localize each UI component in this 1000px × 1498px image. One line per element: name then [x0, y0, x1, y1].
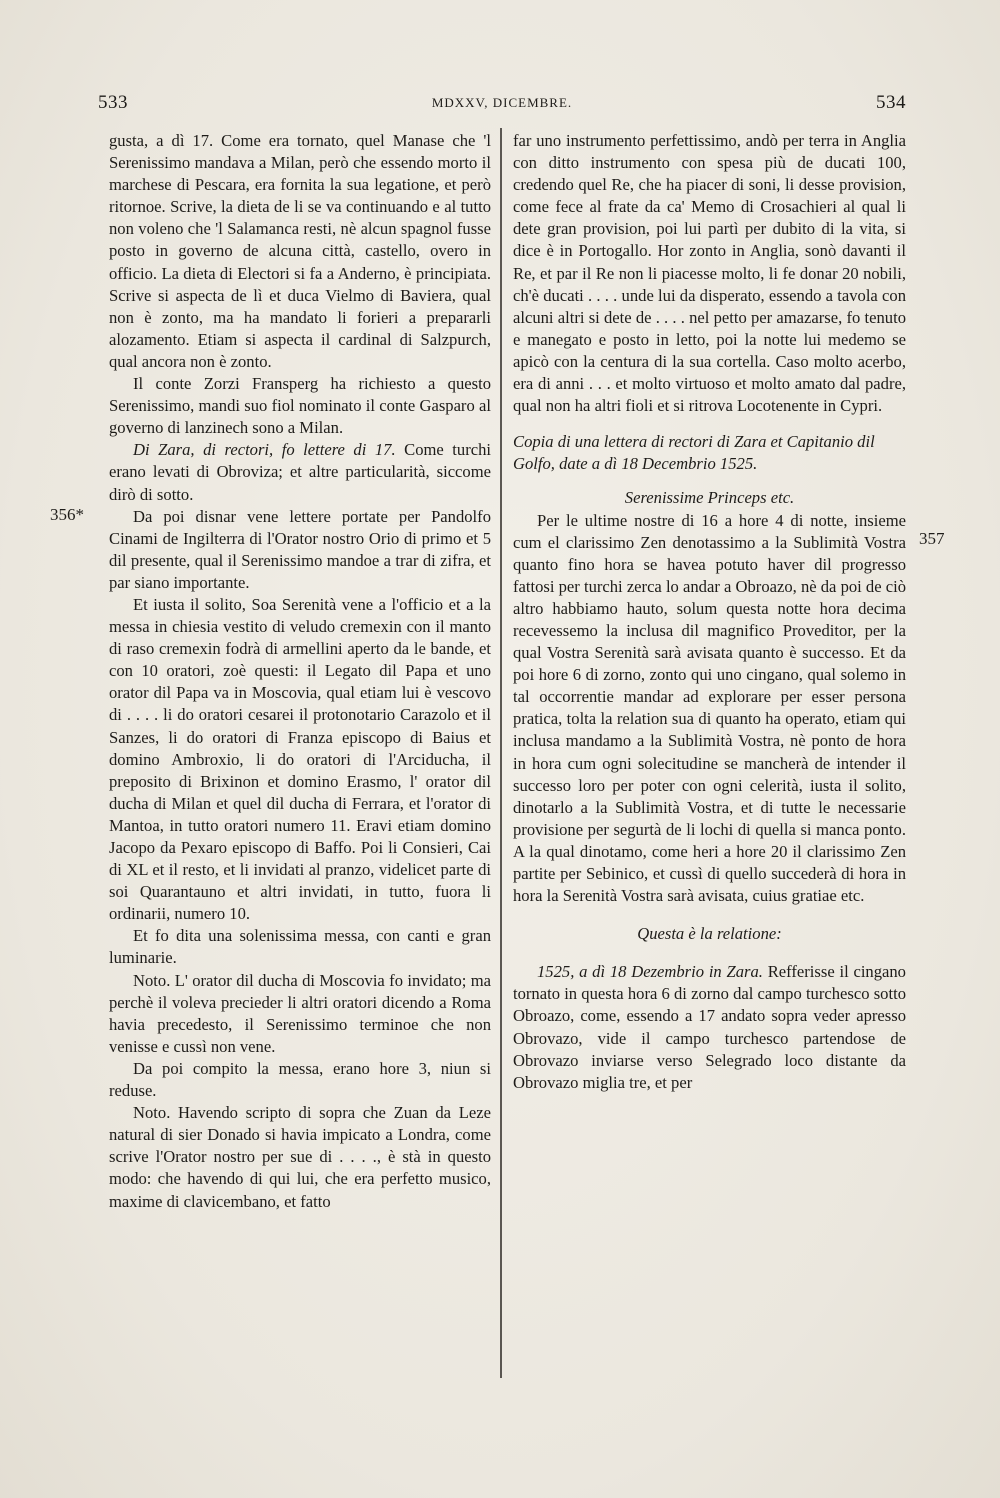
paragraph: Da poi disnar vene lettere portate per Pandolfo Cinami de Ingilterra di l'Orator nostro Orio di primo et 5 dil presente, qual il Serenissimo mandoe a trar di zifra, et par siano importante.	[109, 506, 491, 592]
paragraph: Et fo dita una solenissima messa, con canti e gran luminarie.	[109, 926, 491, 968]
margin-number-left: 356*	[50, 505, 84, 524]
column-divider	[500, 128, 502, 1378]
paragraph	[109, 439, 491, 505]
relation-text: Refferisse il cingano tornato in questa hora 6 di zorno dal campo turchesco sotto Obroazo, come, essendo a 17 andato sopra veder apresso Obrovazo, vide il campo turchesco partendose de Obrovazo inviarse verso Selegrado loco distante da Obrovazo miglia tre, et per	[513, 962, 906, 1092]
paragraph: Da poi compito la messa, erano hore 3, niun si reduse.	[109, 1058, 491, 1101]
letter-heading: Copia di una lettera di rectori di Zara et Capitanio dil Golfo, date a dì 18 Decembrio 1525.	[513, 432, 875, 474]
paragraph: Noto. Havendo scripto di sopra che Zuan da Leze natural di sier Donado si havia impicato a Londra, come scrive l'Orator nostro per sue di . . . ., è stà in questo modo: che havendo di qui lui, che era perfetto musico, maxime di clavicembano, et fatto	[109, 1103, 491, 1211]
dispatch-text: Come turchi erano levati di Obroviza; et altre particularità, siccome dirò di sotto.	[109, 440, 491, 504]
paragraph	[513, 961, 906, 1094]
page-number-left: 533	[98, 92, 128, 113]
page-number-right: 534	[876, 92, 906, 113]
salutation: Serenissime Princeps etc.	[624, 488, 795, 508]
paragraph: Per le ultime nostre di 16 a hore 4 di notte, insieme cum el clarissimo Zen denotassimo a la Sublimità Vostra quanto fino hora se havea potuto haver dil progresso fattosi per turchi zerca lo andar a Obroazo, nè da poi de ciò altro habbiamo hauto, solum questa notte hora decima recevessemo la inclusa dil magnifico Proveditor, per la qual Vostra Serenità sarà avisata quanto è successo. Et da poi hore 6 di zorno, zonto qui uno cingano, qual solemo in tal occorrentie mandar ad explorare per esser persona pratica, tolta la relation sua di quanto ha operato, etiam qui inclusa mandamo a la Sublimità Vostra, nè ponto de hora in hora cum ogni solecitudine se mancherà de intender il successo loro per poter con ogni celerità, iusta il solito, dinotarlo a la Sublimità Vostra, et di tutte le necessarie provisione per segurtà de li lochi di quella si manca ponto. A la qual dinotamo, come heri a hore 20 il clarissimo Zen partite per Sebinico, et cussì di quello succederà di hora in hora la Serenità Vostra sarà avisata, cuius gratiae etc.	[513, 510, 906, 906]
running-title: MDXXV, DICEMBRE.	[431, 95, 573, 110]
relation-date: 1525, a dì 18 Dezembrio in Zara.	[537, 962, 763, 982]
paragraph: far uno instrumento perfettissimo, andò per terra in Anglia con ditto instrumento con spesa più de ducati 100, credendo quel Re, che ha piacer di soni, li desse provision, come fece al frate da ca' Memo di Crosachieri al qual li dete gran provision, poi lui partì per dubito di la vita, si dice è in Portogallo. Hor zonto in Anglia, sonò davanti il Re, et par il Re non li piacesse molto, li fe donar 20 nobili, ch'è ducati . . . . unde lui da disperato, essendo a tavola con alcuni altri si dete de . . . . nel petto per amazarse, fo tenuto e manegato e posto in letto, poi la notte lui medemo se apicò con la centura di la sua cortella. Caso molto acerbo, era di anni . . . et molto virtuoso et molto amato dal padre, qual non ha altri fioli et si ritrova Locotenente in Cypri.	[513, 131, 906, 416]
paragraph: Noto. L' orator dil ducha di Moscovia fo invidato; ma perchè il voleva precieder li altri oratori dicendo a Roma havia precedesto, il Serenissimo terminoe che non venisse e cussì non vene.	[109, 970, 491, 1056]
relation-heading: Questa è la relatione:	[637, 924, 782, 944]
page-header	[98, 92, 906, 122]
dispatch-heading: Di Zara, di rectori, fo lettere di 17.	[133, 440, 396, 460]
left-column	[109, 130, 491, 1213]
paragraph: gusta, a dì 17. Come era tornato, quel Manase che 'l Serenissimo mandava a Milan, però che essendo morto il marchese di Pescara, era fornita la sua legatione, et però ritornoe. Scrive, la dieta de li se va continuando e al tutto non voleno che 'l Salamanca resti, nè alcun spagnol fusse posto in governo de alcuna città, castello, overo in officio. La dieta di Electori si fa a Anderno, è principiata. Scrive si aspecta de lì et duca Vielmo di Baviera, qual non è zonto, ma ha mandato li forieri a prepararli alozamento. Etiam si aspecta il cardinal di Salzpurch, qual ancora non è zonto.	[109, 131, 491, 371]
right-column	[513, 130, 906, 1094]
margin-number-right: 357	[919, 529, 945, 548]
paragraph: Il conte Zorzi Fransperg ha richiesto a questo Serenissimo, mandi suo fiol nominato il conte Gasparo al governo di lanzinech sono a Milan.	[109, 374, 491, 438]
paragraph: Et iusta il solito, Soa Serenità vene a l'officio et a la messa in chiesia vestito di veludo cremexin con il manto di raso cremexin fodrà di armellini aperto da le bande, et con 10 oratori, zoè questi: il Legato dil Papa et uno orator dil Papa va in Moscovia, qual etiam lui è vescovo di . . . . li do oratori cesarei il protonotario Carazolo et il Sanzes, li do oratori di Franza episcopo di Baius et domino Ambroxio, li do oratori di l'Arciducha, il preposito di Brixinon et domino Erasmo, l' orator dil ducha di Milan et quel dil ducha di Ferrara, et l'orator di Mantoa, in tutto oratori numero 11. Eravi etiam domino Jacopo da Pexaro episcopo di Baffo. Poi li Consieri, Cai di XL et il resto, et li invidati al pranzo, videlicet parte di soi Quarantauno et altri invidati, in tutto, fuora li ordinarii, numero 10.	[109, 594, 491, 924]
